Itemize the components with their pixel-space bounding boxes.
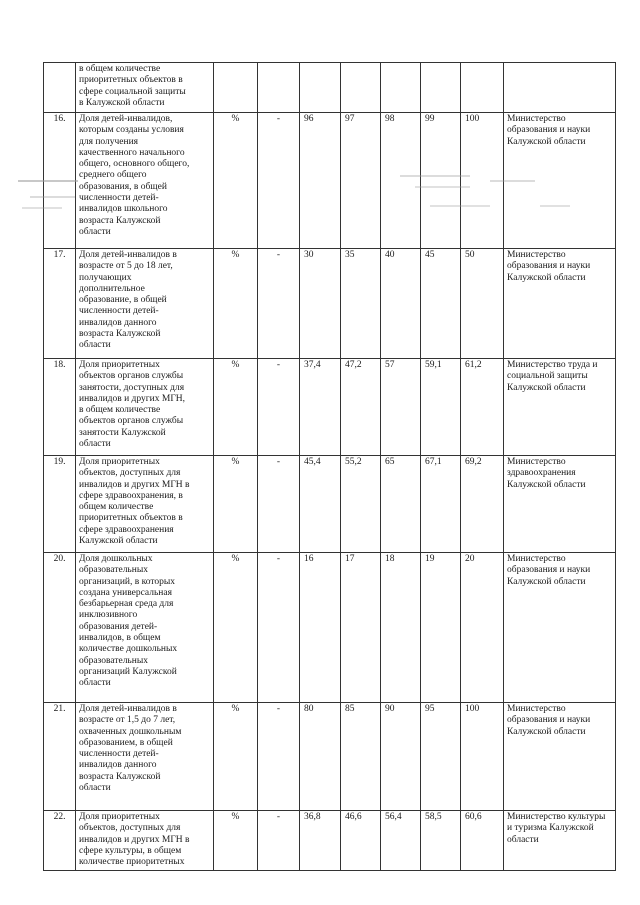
responsible-org-line: Министерство (507, 554, 566, 564)
responsible-org (504, 249, 616, 359)
row-number: 22. (44, 811, 76, 871)
scan-artifact (490, 180, 535, 182)
responsible-org-line: Министерство (507, 457, 566, 467)
responsible-org-line: Министерство культуры (507, 812, 606, 822)
table-row (44, 456, 616, 553)
indicator-name-line: инвалидов данного (79, 317, 157, 328)
indicator-name-line: организаций, в которых (79, 576, 176, 587)
indicator-name-line: сфере здравоохранения, в (79, 490, 183, 501)
responsible-org (504, 359, 616, 456)
indicator-name (76, 249, 214, 359)
indicator-name-line: возраста Калужской (79, 329, 161, 340)
row-number (44, 63, 76, 113)
indicator-name-line: качественного начального (79, 147, 185, 158)
year-value-cell: 55,2 (341, 456, 381, 553)
year-value-cell: 47,2 (341, 359, 381, 456)
year-value-cell: 80 (300, 703, 341, 811)
year-value-cell: 59,1 (421, 359, 461, 456)
scan-artifact (400, 175, 470, 177)
year-value-cell: 30 (300, 249, 341, 359)
indicator-name-line: инклюзивного (79, 610, 138, 621)
indicator-name-line: образования, в общей (79, 181, 167, 192)
unit-cell: % (214, 703, 258, 811)
indicator-name-line: инвалидов и других МГН в (79, 479, 190, 490)
indicator-name-line: Доля дошкольных (79, 554, 153, 564)
scan-artifact (540, 205, 570, 207)
indicator-name-line: Доля детей-инвалидов в (79, 250, 177, 260)
base-value-cell: - (258, 113, 300, 249)
year-value-cell: 95 (421, 703, 461, 811)
indicator-name-line: приоритетных объектов в (79, 75, 183, 86)
responsible-org-line: Калужской области (507, 479, 586, 490)
indicator-name-line: образовательных (79, 655, 148, 666)
year-value-cell: 37,4 (300, 359, 341, 456)
indicator-name-line: в Калужской области (79, 97, 165, 108)
responsible-org-line: области (507, 834, 539, 845)
indicator-name-line: инвалидов и других МГН в (79, 834, 190, 845)
base-value-cell: - (258, 703, 300, 811)
responsible-org-line: образования и науки (507, 715, 591, 726)
indicator-name-line: инвалидов школьного (79, 204, 168, 215)
indicator-name-line: в общем количестве (79, 64, 161, 74)
table-row (44, 553, 616, 703)
year-value-cell: 45 (421, 249, 461, 359)
indicator-name-line: которым созданы условия (79, 125, 184, 136)
year-value-cell: 45,4 (300, 456, 341, 553)
row-number: 20. (44, 553, 76, 703)
scan-artifact (415, 186, 470, 188)
year-value-cell: 58,5 (421, 811, 461, 871)
table-row (44, 249, 616, 359)
scan-artifact (430, 205, 490, 207)
year-value-cell: 65 (381, 456, 421, 553)
indicator-name-line: образования детей- (79, 621, 158, 632)
year-value-cell: 35 (341, 249, 381, 359)
indicator-name-line: Доля приоритетных (79, 812, 160, 822)
year-value-cell: 97 (341, 113, 381, 249)
base-value-cell: - (258, 811, 300, 871)
unit-cell: % (214, 359, 258, 456)
row-number: 16. (44, 113, 76, 249)
responsible-org-line: Калужской области (507, 382, 586, 393)
indicator-name-line: сфере культуры, в общем (79, 845, 182, 856)
year-value-cell: 61,2 (461, 359, 504, 456)
indicator-name-line: численности детей- (79, 193, 159, 204)
scan-artifact (18, 180, 78, 182)
row-number: 19. (44, 456, 76, 553)
unit-cell (214, 63, 258, 113)
responsible-org-line: Калужской области (507, 576, 586, 587)
responsible-org (504, 811, 616, 871)
indicator-name (76, 63, 214, 113)
indicator-name-line: инвалидов и других МГН, (79, 393, 186, 404)
scan-artifact (30, 196, 75, 198)
indicator-name-line: занятости Калужской (79, 427, 166, 438)
indicator-name-line: в общем количестве (79, 405, 161, 416)
responsible-org-line: и туризма Калужской (507, 823, 594, 834)
indicator-name-line: инвалидов данного (79, 760, 157, 771)
responsible-org-line: Министерство (507, 250, 566, 260)
year-value-cell (381, 63, 421, 113)
year-value-cell: 96 (300, 113, 341, 249)
base-value-cell: - (258, 553, 300, 703)
indicator-name (76, 456, 214, 553)
table-row (44, 811, 616, 871)
responsible-org-line: Министерство (507, 704, 566, 714)
indicator-name-line: объектов органов службы (79, 416, 184, 427)
year-value-cell: 100 (461, 113, 504, 249)
responsible-org-line: образования и науки (507, 565, 591, 576)
indicator-name-line: количестве приоритетных (79, 857, 185, 868)
year-value-cell: 40 (381, 249, 421, 359)
responsible-org-line: образования и науки (507, 261, 591, 272)
unit-cell: % (214, 553, 258, 703)
indicator-name-line: среднего общего (79, 170, 147, 181)
indicator-name (76, 553, 214, 703)
responsible-org-line: Министерство труда и (507, 360, 598, 370)
indicator-name-line: области (79, 783, 111, 794)
indicator-name-line: численности детей- (79, 749, 159, 760)
indicator-name-line: безбарьерная среда для (79, 599, 174, 610)
table-body (44, 63, 616, 871)
indicator-name-line: образованием, в общей (79, 737, 173, 748)
year-value-cell: 18 (381, 553, 421, 703)
row-number: 21. (44, 703, 76, 811)
base-value-cell: - (258, 456, 300, 553)
year-value-cell: 60,6 (461, 811, 504, 871)
year-value-cell: 19 (421, 553, 461, 703)
responsible-org-line: образования и науки (507, 125, 591, 136)
indicator-name-line: Доля приоритетных (79, 360, 160, 370)
indicator-name-line: инвалидов, в общем (79, 633, 161, 644)
unit-cell: % (214, 113, 258, 249)
year-value-cell (300, 63, 341, 113)
indicator-name-line: возрасте от 5 до 18 лет, (79, 261, 173, 272)
unit-cell: % (214, 456, 258, 553)
indicator-name-line: области (79, 678, 111, 689)
indicator-name-line: общем количестве (79, 502, 154, 513)
indicator-name-line: области (79, 226, 111, 237)
indicator-name-line: сфере здравоохранения (79, 524, 174, 535)
table-row (44, 359, 616, 456)
year-value-cell: 20 (461, 553, 504, 703)
indicator-name-line: дополнительное (79, 283, 145, 294)
year-value-cell: 99 (421, 113, 461, 249)
year-value-cell: 50 (461, 249, 504, 359)
indicator-name (76, 113, 214, 249)
base-value-cell: - (258, 359, 300, 456)
year-value-cell: 16 (300, 553, 341, 703)
indicator-name-line: занятости, доступных для (79, 382, 185, 393)
year-value-cell: 85 (341, 703, 381, 811)
indicator-name-line: области (79, 439, 111, 450)
responsible-org-line: Министерство (507, 114, 566, 124)
indicator-name-line: сфере социальной защиты (79, 86, 186, 97)
year-value-cell (461, 63, 504, 113)
year-value-cell: 67,1 (421, 456, 461, 553)
row-number: 18. (44, 359, 76, 456)
indicator-name (76, 703, 214, 811)
indicator-name-line: охваченных дошкольным (79, 726, 182, 737)
indicator-name-line: общего, основного общего, (79, 159, 190, 170)
year-value-cell: 46,6 (341, 811, 381, 871)
indicator-name-line: Доля приоритетных (79, 457, 160, 467)
indicator-name-line: образовательных (79, 565, 148, 576)
responsible-org-line: здравоохранения (507, 468, 576, 479)
year-value-cell (421, 63, 461, 113)
indicator-name-line: возраста Калужской (79, 215, 161, 226)
responsible-org (504, 63, 616, 113)
indicator-name-line: организаций Калужской (79, 666, 177, 677)
unit-cell: % (214, 811, 258, 871)
indicator-name-line: Доля детей-инвалидов в (79, 704, 177, 714)
table-row (44, 703, 616, 811)
indicator-name-line: количестве дошкольных (79, 644, 178, 655)
year-value-cell: 98 (381, 113, 421, 249)
responsible-org-line: Калужской области (507, 136, 586, 147)
responsible-org (504, 553, 616, 703)
responsible-org (504, 456, 616, 553)
responsible-org-line: Калужской области (507, 272, 586, 283)
scan-artifact (22, 207, 62, 209)
year-value-cell: 57 (381, 359, 421, 456)
indicator-name-line: для получения (79, 136, 139, 147)
unit-cell: % (214, 249, 258, 359)
row-number: 17. (44, 249, 76, 359)
indicator-name-line: области (79, 340, 111, 351)
table-row (44, 63, 616, 113)
indicator-name-line: возрасте от 1,5 до 7 лет, (79, 715, 176, 726)
indicator-name-line: объектов органов службы (79, 371, 184, 382)
responsible-org-line: социальной защиты (507, 371, 588, 382)
indicator-name-line: численности детей- (79, 306, 159, 317)
indicator-name (76, 359, 214, 456)
indicator-name-line: возраста Калужской (79, 771, 161, 782)
indicator-name-line: объектов, доступных для (79, 823, 181, 834)
indicator-name-line: Калужской области (79, 536, 158, 547)
base-value-cell: - (258, 249, 300, 359)
indicator-name-line: объектов, доступных для (79, 468, 181, 479)
indicator-name-line: создана универсальная (79, 587, 172, 598)
year-value-cell: 100 (461, 703, 504, 811)
responsible-org-line: Калужской области (507, 726, 586, 737)
year-value-cell: 17 (341, 553, 381, 703)
indicator-name-line: Доля детей-инвалидов, (79, 114, 173, 124)
year-value-cell: 36,8 (300, 811, 341, 871)
responsible-org (504, 703, 616, 811)
indicators-table (43, 62, 616, 871)
year-value-cell (341, 63, 381, 113)
year-value-cell: 56,4 (381, 811, 421, 871)
indicator-name-line: приоритетных объектов в (79, 513, 183, 524)
year-value-cell: 69,2 (461, 456, 504, 553)
year-value-cell: 90 (381, 703, 421, 811)
indicator-name-line: получающих (79, 272, 132, 283)
indicator-name-line: образование, в общей (79, 295, 167, 306)
base-value-cell (258, 63, 300, 113)
indicator-name (76, 811, 214, 871)
